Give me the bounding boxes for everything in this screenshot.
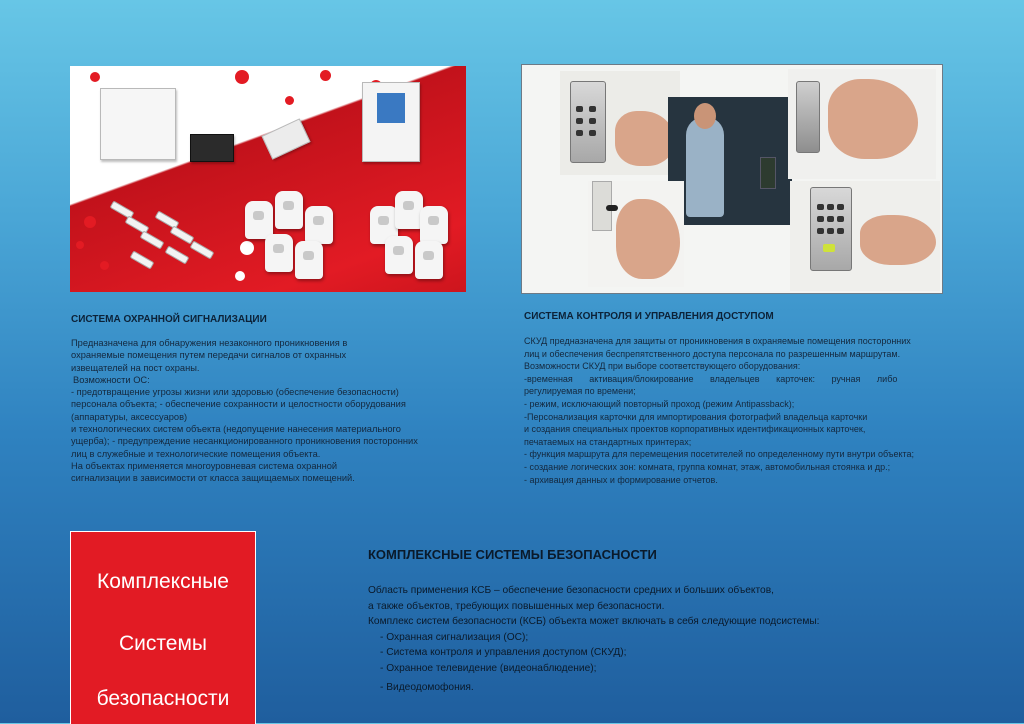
text-line: регулируемая по времени; [524, 386, 636, 397]
access-control-title: СИСТЕМА КОНТРОЛЯ И УПРАВЛЕНИЯ ДОСТУПОМ [524, 311, 774, 322]
text-line: лиц в служебные и технологические помещения объекта. [71, 448, 321, 459]
access-control-image [521, 64, 943, 294]
key-fob-photo [588, 181, 684, 287]
battery [190, 134, 234, 162]
banner-line-1: Комплексные [97, 570, 229, 593]
complex-systems-title: КОМПЛЕКСНЫЕ СИСТЕМЫ БЕЗОПАСНОСТИ [368, 547, 657, 562]
alarm-equipment-image [70, 66, 466, 292]
alarm-system-description [71, 337, 451, 485]
alarm-system-title: СИСТЕМА ОХРАННОЙ СИГНАЛИЗАЦИИ [71, 314, 267, 325]
text-line: сигнализации в зависимости от класса защищаемых помещений. [71, 473, 355, 484]
text-line: - архивация данных и формирование отчетов. [524, 474, 718, 485]
woman-with-card-photo [668, 97, 792, 225]
decor-dot [235, 70, 249, 84]
text-line: - режим, исключающий повторный проход (режим Antipassback); [524, 398, 795, 409]
motion-sensor [420, 206, 448, 244]
motion-sensor [245, 201, 273, 239]
decor-dot [240, 241, 254, 255]
text-line: Возможности СКУД при выборе соответствующего оборудования: [524, 361, 801, 372]
card-reader-photo [788, 69, 936, 179]
power-supply-unit [100, 88, 176, 160]
decor-dot [285, 96, 294, 105]
text-line: лиц и обеспечения беспрепятственного доступа персонала по разрешенным маршрутам. [524, 348, 901, 359]
motion-sensor [265, 234, 293, 272]
text-line: -Персонализация карточки для импортирования фотографий владельца карточки [524, 411, 868, 422]
motion-sensor [295, 241, 323, 279]
decor-dot [100, 261, 109, 270]
text-line: Предназначена для обнаружения незаконного проникновения в [71, 338, 348, 348]
motion-sensor [305, 206, 333, 244]
text-line: Область применения КСБ – обеспечение безопасности средних и больших объектов, [368, 585, 774, 596]
complex-systems-banner [70, 531, 256, 724]
text-line: и технологических систем объекта (недопущение нанесения материального [71, 424, 401, 435]
list-item: - Система контроля и управления доступом (СКУД); [380, 647, 627, 658]
hand [616, 199, 680, 279]
motion-sensor [395, 191, 423, 229]
pin-keypad-device [810, 187, 852, 271]
text-line: На объектах применяется многоуровневая система охранной [71, 460, 338, 471]
text-line: - создание логических зон: комната, группа комнат, этаж, автомобильная стоянка и др.; [524, 461, 891, 472]
list-item: - Охранная сигнализация (ОС); [380, 631, 529, 643]
hand [615, 111, 675, 166]
hand [860, 215, 936, 265]
decor-dot [90, 72, 100, 82]
pin-keypad-photo [790, 181, 940, 291]
text-line: - функция маршрута для перемещения посетителей по определенному пути внутри объекта; [524, 449, 915, 460]
access-control-description [524, 335, 924, 486]
keypad-photo [560, 71, 680, 175]
keypad-device [570, 81, 606, 163]
text-line: - предотвращение угрозы жизни или здоровью (обеспечение безопасности) [71, 387, 399, 398]
list-item: - Видеодомофония. [380, 682, 474, 693]
decor-dot [235, 271, 245, 281]
text-line: печатаемых на стандартных принтерах; [524, 436, 692, 447]
banner-line-3: безопасности [96, 687, 230, 710]
motion-sensor [415, 241, 443, 279]
text-line: (аппаратуры, аксессуаров) [71, 411, 188, 422]
banner-line-2: Системы [119, 632, 207, 655]
text-line: Комплекс систем безопасности (КСБ) объекта может включать в себя следующие подсистемы: [368, 616, 820, 627]
text-line: извещателей на пост охраны. [71, 362, 200, 373]
control-panel-screen [377, 93, 405, 123]
text-line: и создания специальных проектов корпоративных идентификационных карточек, [524, 424, 866, 435]
decor-dot [76, 241, 84, 249]
motion-sensor [275, 191, 303, 229]
text-line: ущерба); - предупреждение несанкционированного проникновения посторонних [71, 436, 418, 447]
hand [828, 79, 918, 159]
text-line: охраняемые помещения путем передачи сигналов от охранных [71, 350, 347, 361]
text-line: а также объектов, требующих повышенных мер безопасности. [368, 600, 665, 612]
text-line: -временная активация/блокирование владельцев карточек: ручная либо [524, 373, 898, 384]
control-panel [362, 82, 420, 162]
text-line: СКУД предназначена для защиты от проникновения в охраняемые помещения посторонних [524, 336, 911, 346]
text-line: персонала объекта; - обеспечение сохранности и целостности оборудования [71, 399, 406, 410]
motion-sensor [385, 236, 413, 274]
complex-systems-description [368, 583, 928, 696]
text-line: Возможности ОС: [73, 374, 150, 385]
decor-dot [84, 216, 96, 228]
list-item: - Охранное телевидение (видеонаблюдение); [380, 662, 597, 674]
decor-dot [320, 70, 331, 81]
card-reader-device [796, 81, 820, 153]
